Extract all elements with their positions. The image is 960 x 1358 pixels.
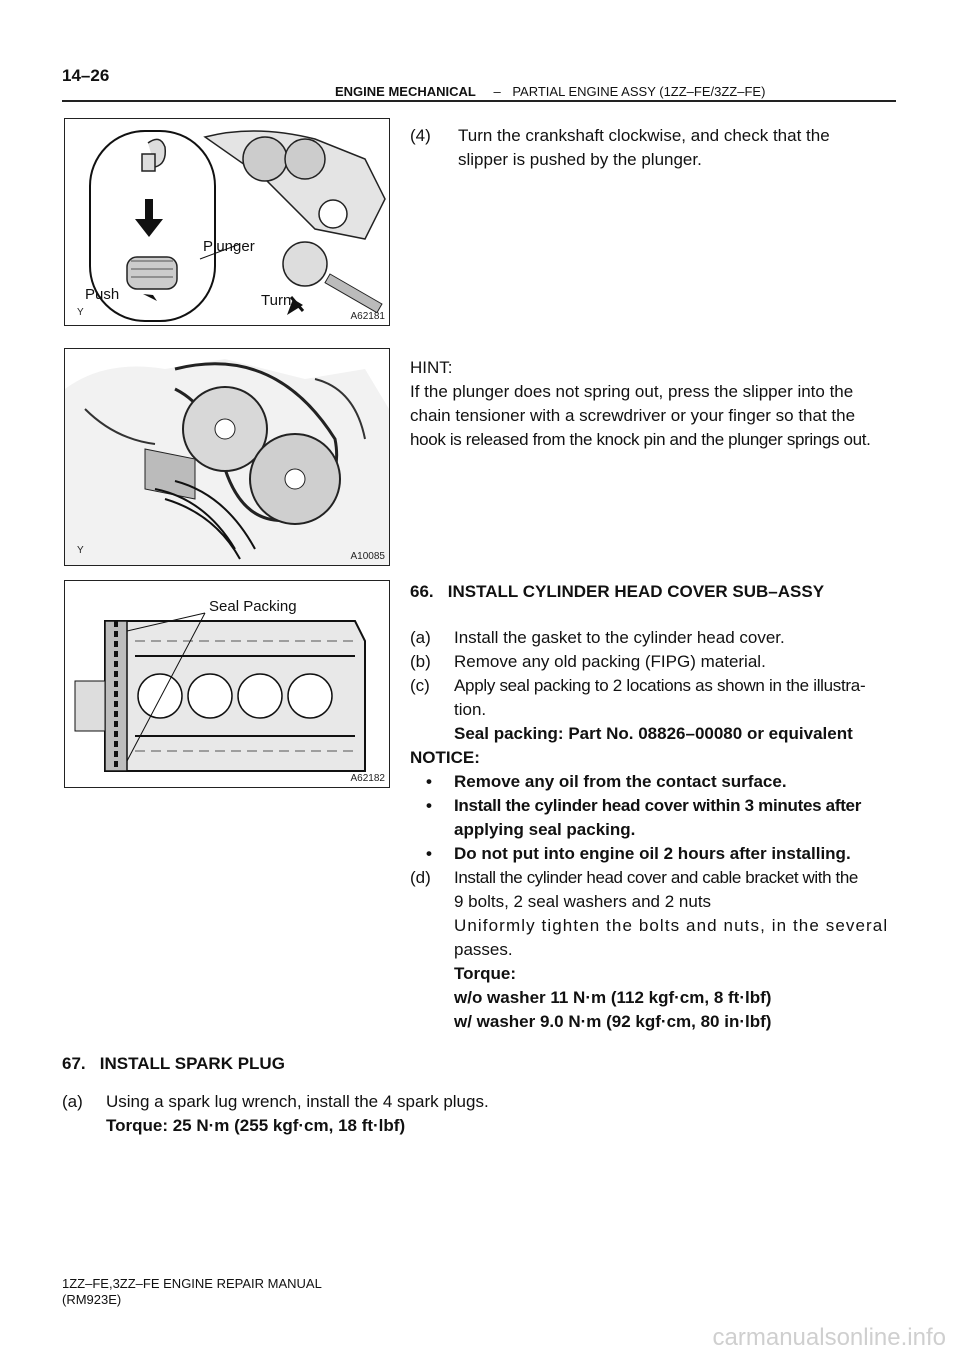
step-text-line: Install the gasket to the cylinder head cover.: [454, 628, 785, 647]
footer-manual-title: 1ZZ–FE,3ZZ–FE ENGINE REPAIR MANUAL: [62, 1276, 322, 1291]
label-push: Push: [85, 286, 120, 303]
notice-item: Install the cylinder head cover within 3 minutes after: [454, 796, 862, 815]
label-seal-packing: Seal Packing: [209, 598, 297, 615]
step-66-title: 66. INSTALL CYLINDER HEAD COVER SUB–ASSY: [410, 582, 825, 601]
seal-packing-spec: Seal packing: Part No. 08826–00080 or equivalent: [454, 724, 853, 743]
figure-cylinder-head-cover: [64, 580, 390, 788]
figure-code: A10085: [350, 551, 385, 562]
torque-spec: w/ washer 9.0 N·m (92 kgf·cm, 80 in·lbf): [454, 1012, 772, 1031]
step-text-line: passes.: [454, 940, 513, 959]
figure-chain-tensioner: [64, 348, 390, 566]
page-number: 14–26: [62, 66, 110, 85]
step-text-line: Uniformly tighten the bolts and nuts, in the several: [454, 916, 889, 935]
figure-plunger: [64, 118, 390, 326]
torque-spec: w/o washer 11 N·m (112 kgf·cm, 8 ft·lbf): [454, 988, 772, 1007]
notice-bullet: •: [426, 772, 432, 791]
torque-title: Torque:: [454, 964, 517, 983]
watermark: carmanualsonline.info: [712, 1324, 946, 1351]
step-letter: (d): [410, 868, 431, 887]
step-text-line: Apply seal packing to 2 locations as shown in the illustra-: [454, 676, 866, 695]
subsection-title: PARTIAL ENGINE ASSY (1ZZ–FE/3ZZ–FE): [512, 84, 766, 99]
step-text-line: tion.: [454, 700, 487, 719]
hint-line: chain tensioner with a screwdriver or your finger so that the: [410, 406, 856, 425]
step-letter: (a): [62, 1092, 83, 1111]
hint-line: hook is released from the knock pin and the plunger springs out.: [410, 430, 871, 449]
notice-item: Do not put into engine oil 2 hours after installing.: [454, 844, 851, 863]
step-letter: (a): [410, 628, 431, 647]
step-number: (4): [410, 126, 431, 145]
notice-item: applying seal packing.: [454, 820, 636, 839]
step-text-line: Using a spark lug wrench, install the 4 spark plugs.: [106, 1092, 489, 1111]
step-text-line: 9 bolts, 2 seal washers and 2 nuts: [454, 892, 712, 911]
header-dash: –: [493, 84, 501, 99]
figure-code: A62182: [350, 773, 385, 784]
notice-item: Remove any oil from the contact surface.: [454, 772, 787, 791]
step-text-line: slipper is pushed by the plunger.: [458, 150, 702, 169]
step-67-title: 67. INSTALL SPARK PLUG: [62, 1054, 285, 1073]
label-plunger: Plunger: [203, 238, 255, 255]
footer-manual-code: (RM923E): [62, 1292, 122, 1307]
chain-tensioner-illustration: [65, 349, 389, 565]
figure-code: A62181: [350, 311, 385, 322]
step-text-line: Turn the crankshaft clockwise, and check that the: [458, 126, 830, 145]
hint-title: HINT:: [410, 358, 453, 377]
notice-bullet: •: [426, 796, 432, 815]
step-letter: (c): [410, 676, 430, 695]
hint-line: If the plunger does not spring out, press the slipper into the: [410, 382, 854, 401]
notice-bullet: •: [426, 844, 432, 863]
page-header: [335, 84, 765, 99]
step-text-line: Remove any old packing (FIPG) material.: [454, 652, 766, 671]
step-letter: (b): [410, 652, 431, 671]
section-title: ENGINE MECHANICAL: [335, 84, 476, 99]
notice-title: NOTICE:: [410, 748, 480, 767]
figure-mark: Y: [77, 307, 84, 318]
figure-mark: Y: [77, 545, 84, 556]
step-text-line: Install the cylinder head cover and cable bracket with the: [454, 868, 858, 887]
torque-spec: Torque: 25 N·m (255 kgf·cm, 18 ft·lbf): [106, 1116, 406, 1135]
header-rule: [62, 100, 896, 102]
label-turn: Turn: [261, 292, 292, 309]
